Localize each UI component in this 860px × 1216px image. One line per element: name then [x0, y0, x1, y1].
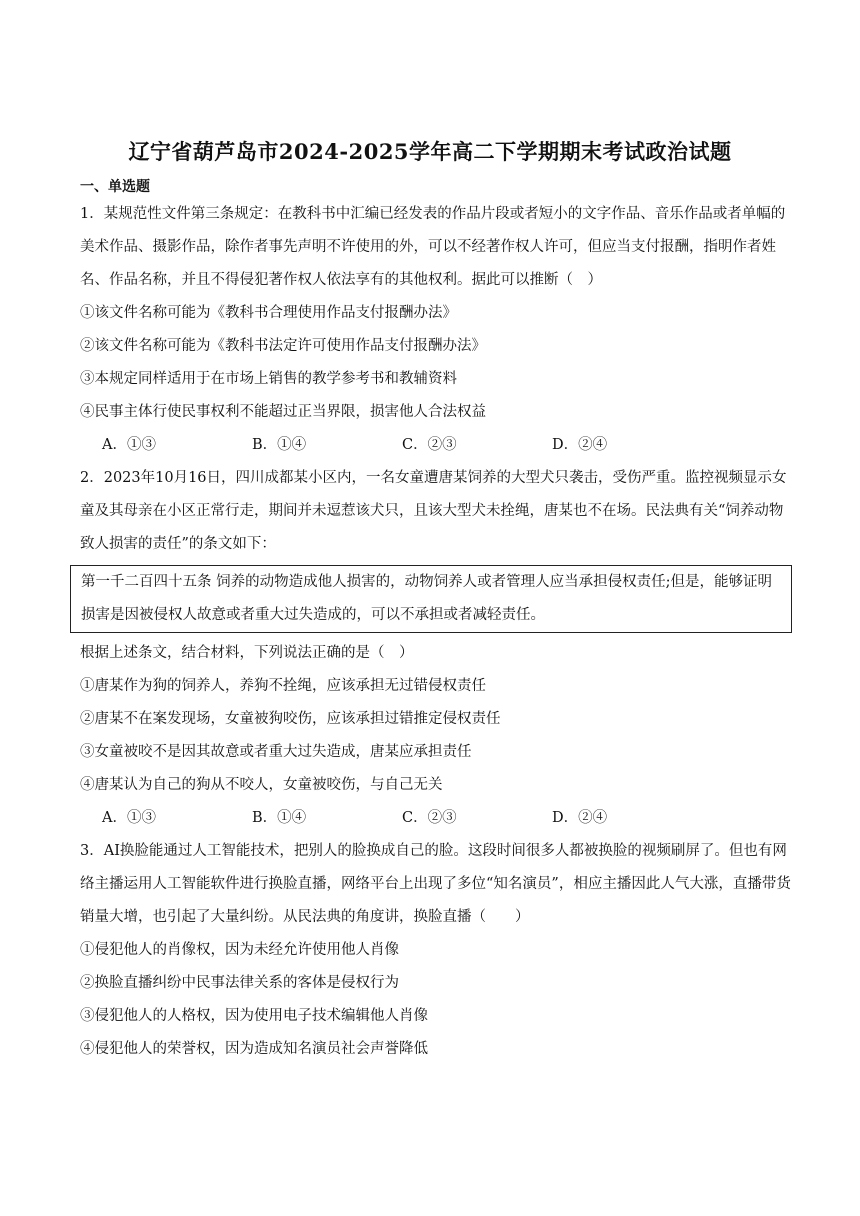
question-3-stem: 3．AI换脸能通过人工智能技术，把别人的脸换成自己的脸。这段时间很多人都被换脸的视频刷屏了。但也有网络主播运用人工智能软件进行换脸直播，网络平台上出现了多位“知名演员”，相应主播因此人气大涨，直播带货销量大增，也引起了大量纠纷。从民法典的角度讲，换脸直播（ ）	[80, 843, 791, 925]
question-2-choice-d: D．②④	[552, 810, 608, 826]
law-article-box: 第一千二百四十五条 饲养的动物造成他人损害的，动物饲养人或者管理人应当承担侵权责任;但是，能够证明损害是因被侵权人故意或者重大过失造成的，可以不承担或者减轻责任。	[70, 565, 792, 633]
question-2-choice-b: B．①④	[252, 810, 307, 826]
question-3-option-4: ④侵犯他人的荣誉权，因为造成知名演员社会声誉降低	[80, 1041, 428, 1057]
question-3-option-3: ③侵犯他人的人格权，因为使用电子技术编辑他人肖像	[80, 1008, 428, 1024]
question-3-option-2: ②换脸直播纠纷中民事法律关系的客体是侵权行为	[80, 975, 399, 991]
question-2-option-2: ②唐某不在案发现场，女童被狗咬伤，应该承担过错推定侵权责任	[80, 711, 501, 727]
question-2-option-1: ①唐某作为狗的饲养人，养狗不拴绳，应该承担无过错侵权责任	[80, 678, 486, 694]
section-heading: 一、单选题	[80, 179, 150, 195]
question-1-option-4: ④民事主体行使民事权利不能超过正当界限，损害他人合法权益	[80, 404, 486, 420]
page-title: 辽宁省葫芦岛市2024-2025学年高二下学期期末考试政治试题	[128, 139, 732, 164]
question-2-choice-c: C．②③	[402, 810, 457, 826]
question-1-choices	[80, 429, 792, 462]
question-2-choices	[80, 802, 792, 835]
question-1-choice-d: D．②④	[552, 437, 608, 453]
question-1-option-3: ③本规定同样适用于在市场上销售的教学参考书和教辅资料	[80, 371, 457, 387]
question-1-choice-a: A．①③	[102, 437, 156, 453]
question-3-option-1: ①侵犯他人的肖像权，因为未经允许使用他人肖像	[80, 942, 399, 958]
question-2-option-4: ④唐某认为自己的狗从不咬人，女童被咬伤，与自己无关	[80, 777, 443, 793]
question-1-choice-c: C．②③	[402, 437, 457, 453]
question-1-option-2: ②该文件名称可能为《教科书法定许可使用作品支付报酬办法》	[80, 338, 486, 354]
question-2-choice-a: A．①③	[102, 810, 156, 826]
question-1-option-1: ①该文件名称可能为《教科书合理使用作品支付报酬办法》	[80, 305, 457, 321]
question-2-option-3: ③女童被咬不是因其故意或者重大过失造成，唐某应承担责任	[80, 744, 472, 760]
questions-content	[80, 198, 792, 1066]
question-1-stem: 1．某规范性文件第三条规定：在教科书中汇编已经发表的作品片段或者短小的文字作品、音乐作品或者单幅的美术作品、摄影作品，除作者事先声明不许使用的外，可以不经著作权人许可，但应当支付报酬，指明作者姓名、作品名称，并且不得侵犯著作权人依法享有的其他权利。据此可以推断（ ）	[80, 206, 786, 288]
question-2-stem: 2．2023年10月16日，四川成都某小区内，一名女童遭唐某饲养的大型犬只袭击，受伤严重。监控视频显示女童及其母亲在小区正常行走，期间并未逗惹该犬只，且该大型犬未拴绳，唐某也不在场。民法典有关“饲养动物致人损害的责任”的条文如下：	[80, 470, 787, 552]
question-2-followup: 根据上述条文，结合材料，下列说法正确的是（ ）	[80, 645, 414, 661]
question-1-choice-b: B．①④	[252, 437, 307, 453]
